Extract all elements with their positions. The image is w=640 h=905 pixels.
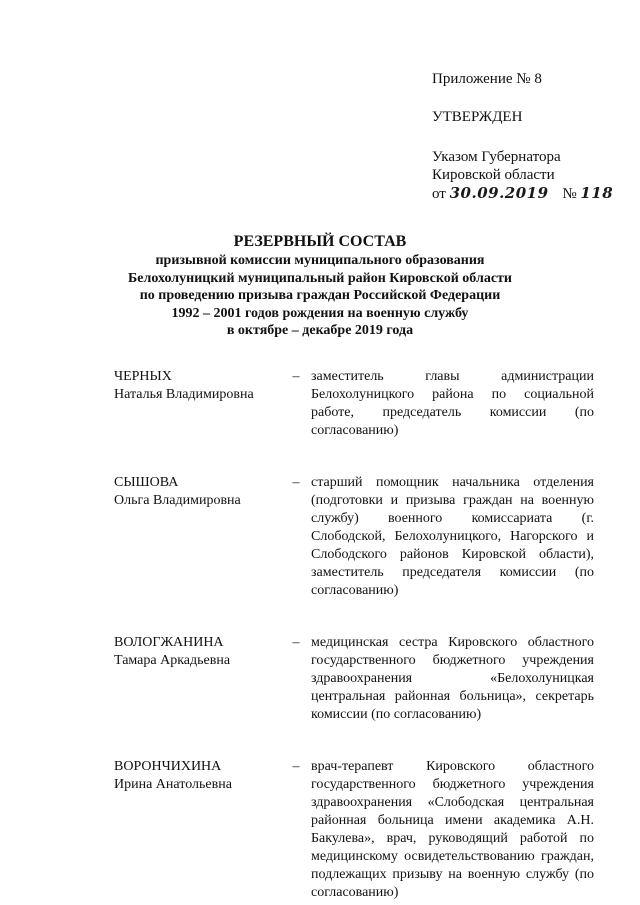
member-role: старший помощник начальника отделения (подготовки и призыва граждан на военную службу) военного комиссариата (г. Слободской, Белохолуницкого, Нагорского и Слободского районов Кировской области), заместитель председателя комиссии (по согласованию) (311, 475, 594, 598)
member-surname: СЫШОВА (114, 475, 179, 490)
member-name (114, 634, 281, 724)
approval-block (432, 70, 632, 203)
title-line: Белохолуницкий муниципальный район Кировской области (128, 270, 512, 286)
member-given-names: Тамара Аркадьевна (114, 653, 231, 668)
title-line: по проведению призыва граждан Российской Федерации (139, 288, 501, 303)
member-dash: – (292, 369, 300, 384)
member-name (114, 758, 281, 902)
member-surname: ЧЕРНЫХ (114, 369, 172, 384)
title-main: РЕЗЕРВНЫЙ СОСТАВ (233, 233, 407, 250)
member-dash: – (292, 475, 300, 490)
member-given-names: Ольга Владимировна (114, 493, 241, 508)
member-entry (114, 474, 604, 600)
decree-line-2: Кировской области (432, 167, 555, 183)
member-role: врач-терапевт Кировского областного государственного бюджетного учреждения здравоохранения «Слободская центральная районная больница имени академика А.Н. Бакулева», врач, руководящий работой по медицинскому освидетельствованию граждан, подлежащих призыву на военную службу (по согласованию) (311, 759, 594, 900)
decree-line-1: Указом Губернатора (432, 149, 561, 165)
title-line: в октябре – декабре 2019 года (226, 323, 414, 338)
member-dash: – (292, 635, 300, 650)
member-role: заместитель главы администрации Белохолуницкого района по социальной работе, председатель комиссии (по согласованию) (311, 369, 594, 438)
appendix-label: Приложение № 8 (432, 71, 542, 87)
member-role: медицинская сестра Кировского областного государственного бюджетного учреждения здравоохранения «Белохолуницкая центральная районная больница», секретарь комиссии (по согласованию) (311, 635, 594, 722)
member-name (114, 474, 281, 600)
member-name (114, 368, 281, 440)
member-given-names: Ирина Анатольевна (114, 777, 232, 792)
title-line: 1992 – 2001 годов рождения на военную службу (171, 305, 469, 321)
member-dash: – (292, 759, 300, 774)
decree-date-line (432, 184, 632, 203)
number-label: № (562, 186, 577, 202)
title-line: призывной комиссии муниципального образования (155, 253, 485, 268)
member-given-names: Наталья Владимировна (114, 387, 254, 402)
members-list (114, 368, 604, 902)
handwritten-number: 118 (580, 184, 614, 202)
member-entry (114, 758, 604, 902)
approved-label: УТВЕРЖДЕН (432, 109, 523, 125)
handwritten-date: 30.09.2019 (449, 184, 549, 202)
from-label: от (432, 186, 446, 202)
member-entry (114, 634, 604, 724)
document-title (0, 232, 640, 340)
member-entry (114, 368, 604, 440)
member-surname: ВОЛОГЖАНИНА (114, 635, 224, 650)
member-surname: ВОРОНЧИХИНА (114, 759, 222, 774)
